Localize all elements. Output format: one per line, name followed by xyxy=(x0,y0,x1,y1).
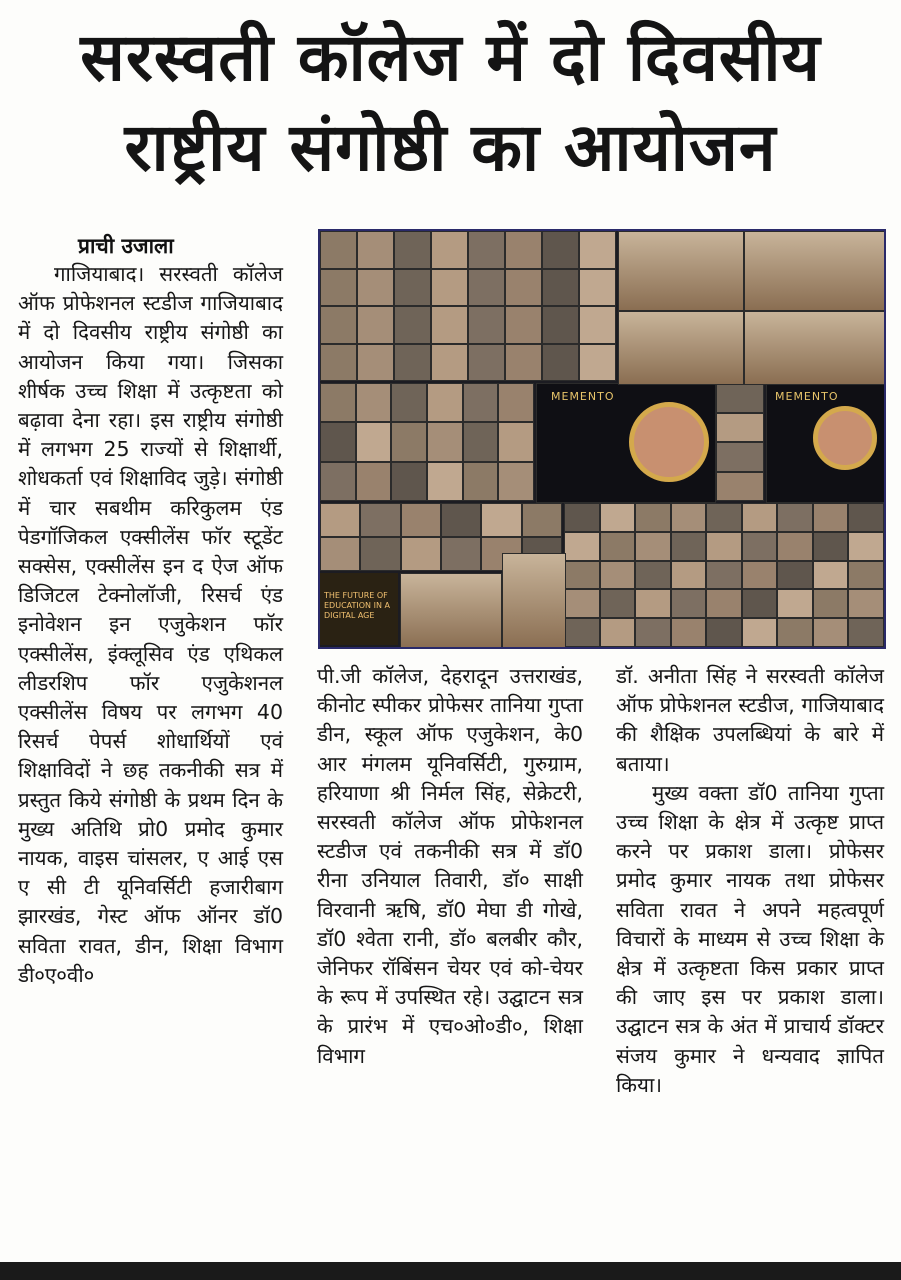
participant-video-tile xyxy=(505,344,542,382)
participant-video-tile xyxy=(564,589,600,618)
memento-label-2: MEMENTO xyxy=(775,390,839,403)
column-3-para-1: डॉ. अनीता सिंह ने सरस्वती कॉलेज ऑफ प्रोफेशनल स्टडीज, गाजियाबाद की शैक्षिक उपलब्धियां के बारे में बताया। xyxy=(616,664,884,776)
participant-video-tile xyxy=(431,306,468,344)
participant-video-tile xyxy=(468,231,505,269)
participant-video-tile xyxy=(401,503,441,537)
participant-video-tile xyxy=(356,462,392,501)
headline-line-2: राष्ट्रीय संगोष्ठी का आयोजन xyxy=(124,109,777,186)
participant-video-tile xyxy=(468,269,505,307)
participant-video-tile xyxy=(635,532,671,561)
participant-video-tile xyxy=(579,306,616,344)
participant-video-tile xyxy=(463,422,499,461)
participant-video-tile xyxy=(542,269,579,307)
participant-video-tile xyxy=(600,589,636,618)
participant-video-tile xyxy=(427,422,463,461)
participant-video-tile xyxy=(441,503,481,537)
participant-video-tile xyxy=(522,503,562,537)
column-3-para-2: मुख्य वक्ता डॉ0 तानिया गुप्ता उच्च शिक्षा के क्षेत्र में उत्कृष्ट प्राप्त करने पर प्रकाश डाला। प्रोफेसर प्रमोद कुमार नायक तथा प्रोफेसर सविता रावत ने अपने महत्वपूर्ण विचारों के माध्यम से उच्च शिक्षा के क्षेत्र में उत्कृष्टता किस प्रकार प्राप्त की जाए इस पर प्रकाश डाला। उद्घाटन सत्र के अंत में प्राचार्य डॉक्टर संजय कुमार ने धन्यवाद ज्ञापित किया। xyxy=(616,780,884,1097)
participant-video-tile xyxy=(394,344,431,382)
participant-video-tile xyxy=(320,537,360,571)
participant-video-tile xyxy=(320,344,357,382)
participant-video-tile xyxy=(564,532,600,561)
participant-video-tile xyxy=(635,561,671,590)
participant-video-tile xyxy=(481,503,521,537)
participant-video-tile xyxy=(360,503,400,537)
participant-video-tile xyxy=(635,503,671,532)
article-column-1 xyxy=(18,260,283,990)
participant-video-tile xyxy=(716,383,764,413)
participant-video-tile xyxy=(742,589,778,618)
participant-video-tile xyxy=(498,462,534,501)
participant-video-tile xyxy=(542,306,579,344)
participant-video-tile xyxy=(777,618,813,647)
participant-video-tile xyxy=(671,561,707,590)
participant-video-tile xyxy=(742,618,778,647)
participant-video-tile xyxy=(427,462,463,501)
participant-video-tile xyxy=(394,269,431,307)
participant-video-tile xyxy=(848,618,884,647)
participant-video-tile xyxy=(777,532,813,561)
participant-video-tile xyxy=(505,231,542,269)
participant-video-tile xyxy=(635,589,671,618)
participant-video-large xyxy=(744,311,886,385)
participant-video-tile xyxy=(391,422,427,461)
memento-label: MEMENTO xyxy=(551,390,615,403)
participant-video-tile xyxy=(671,589,707,618)
participant-video-tile xyxy=(671,503,707,532)
participant-video-tile xyxy=(498,422,534,461)
banner-text: THE FUTURE OF EDUCATION IN A DIGITAL AGE xyxy=(324,591,390,620)
participant-video-tile xyxy=(579,231,616,269)
participant-video-tile xyxy=(600,503,636,532)
participant-video-tile xyxy=(357,269,394,307)
participant-video-tile xyxy=(848,561,884,590)
participant-video-tile xyxy=(320,231,357,269)
participant-video-tile xyxy=(600,532,636,561)
participant-video-large xyxy=(618,311,744,385)
participant-video-tile xyxy=(505,269,542,307)
participant-video-tile xyxy=(777,503,813,532)
participant-video-tile xyxy=(401,537,441,571)
participant-video-tile xyxy=(706,589,742,618)
participant-video-tile xyxy=(427,383,463,422)
participant-video-tile xyxy=(716,472,764,502)
participant-video-tile xyxy=(542,344,579,382)
participant-video-tile xyxy=(564,561,600,590)
participant-video-tile xyxy=(848,532,884,561)
participant-video-tile xyxy=(320,269,357,307)
participant-video-tile xyxy=(813,503,849,532)
participant-video-tile xyxy=(542,231,579,269)
speaker-portrait-2 xyxy=(813,406,877,470)
article-column-3 xyxy=(616,662,884,1100)
headline-line-1: सरस्वती कॉलेज में दो दिवसीय xyxy=(80,19,821,96)
participant-video-tile xyxy=(320,503,360,537)
participant-video-tile xyxy=(600,618,636,647)
speaker-portrait xyxy=(629,402,709,482)
page-bottom-border xyxy=(0,1262,901,1280)
video-conference-photo xyxy=(318,229,886,649)
participant-video-tile xyxy=(320,306,357,344)
participant-video-tile xyxy=(579,269,616,307)
participant-video-tile xyxy=(579,344,616,382)
participant-video-tile xyxy=(357,231,394,269)
participant-video-tile xyxy=(357,344,394,382)
participant-video-tile xyxy=(564,503,600,532)
participant-video-tile xyxy=(463,383,499,422)
column-2-text: पी.जी कॉलेज, देहरादून उत्तराखंड, कीनोट स्पीकर प्रोफेसर तानिया गुप्ता डीन, स्कूल ऑफ एजुकेशन, के0 आर मंगलम यूनिवर्सिटी, गुरुग्राम, हरियाणा श्री निर्मल सिंह, सेक्रेटरी, सरस्वती कॉलेज ऑफ प्रोफेशनल स्टडीज एवं तकनीकी सत्र में डॉ0 रीना उनियाल तिवारी, डॉ० साक्षी विरवानी ऋषि, डॉ0 मेघा डी गोखे, डॉ0 श्वेता रानी, डॉ० बलबीर कौर, जेनिफर रॉबिंसन चेयर एवं को-चेयर के रूप में उपस्थित रहे। उद्घाटन सत्र के प्रारंभ में एच०ओ०डी०, शिक्षा विभाग xyxy=(317,664,583,1068)
participant-video-tile xyxy=(431,231,468,269)
participant-video-tile xyxy=(431,344,468,382)
participant-video-tile xyxy=(777,589,813,618)
participant-video-tile xyxy=(394,306,431,344)
memento-certificate-left xyxy=(536,383,716,503)
participant-video-large xyxy=(400,573,502,649)
participant-video-tile xyxy=(394,231,431,269)
participant-video-large xyxy=(502,553,566,649)
participant-video-tile xyxy=(742,503,778,532)
participant-video-tile xyxy=(391,383,427,422)
article-column-2 xyxy=(317,662,583,1071)
participant-video-tile xyxy=(463,462,499,501)
participant-video-tile xyxy=(777,561,813,590)
participant-video-tile xyxy=(813,561,849,590)
participant-video-tile xyxy=(742,532,778,561)
participant-video-tile xyxy=(356,383,392,422)
participant-video-tile xyxy=(706,618,742,647)
seminar-banner xyxy=(320,573,398,645)
participant-video-tile xyxy=(468,306,505,344)
participant-video-tile xyxy=(431,269,468,307)
participant-video-tile xyxy=(320,383,356,422)
participant-video-tile xyxy=(564,618,600,647)
participant-video-tile xyxy=(635,618,671,647)
participant-video-tile xyxy=(813,618,849,647)
participant-video-tile xyxy=(671,532,707,561)
participant-video-tile xyxy=(320,422,356,461)
participant-video-tile xyxy=(600,561,636,590)
participant-video-tile xyxy=(813,532,849,561)
participant-video-tile xyxy=(468,344,505,382)
participant-video-tile xyxy=(706,532,742,561)
participant-video-tile xyxy=(716,442,764,472)
memento-certificate-right xyxy=(766,383,886,503)
participant-video-tile xyxy=(505,306,542,344)
participant-video-tile xyxy=(716,413,764,443)
participant-video-tile xyxy=(441,537,481,571)
participant-video-tile xyxy=(706,503,742,532)
participant-video-tile xyxy=(671,618,707,647)
participant-video-tile xyxy=(320,462,356,501)
participant-video-tile xyxy=(706,561,742,590)
participant-video-tile xyxy=(848,503,884,532)
byline: प्राची उजाला xyxy=(78,234,174,258)
participant-video-tile xyxy=(357,306,394,344)
participant-video-tile xyxy=(742,561,778,590)
participant-video-tile xyxy=(848,589,884,618)
participant-video-tile xyxy=(356,422,392,461)
column-1-text: गाजियाबाद। सरस्वती कॉलेज ऑफ प्रोफेशनल स्टडीज गाजियाबाद में दो दिवसीय राष्ट्रीय संगोष्ठी का आयोजन किया गया। जिसका शीर्षक उच्च शिक्षा में उत्कृष्टता को बढ़ावा देना रहा। इस राष्ट्रीय संगोष्ठी में लगभग 25 राज्यों से शिक्षार्थी, शोधकर्ता एवं शिक्षाविद जुड़े। संगोष्ठी में चार सबथीम करिकुलम एंड पेडगॉजिकल एक्सीलेंस फॉर स्टूडेंट सक्सेस, एक्सीलेंस इन द ऐज ऑफ डिजिटल टेक्नोलॉजी, रिसर्च एंड इनोवेशन इन एजुकेशन फॉर एक्सीलेंस, इंक्लूसिव एंड एथिकल लीडरशिप फॉर एजुकेशनल एक्सीलेंस विषय पर लगभग 40 रिसर्च पेपर्स शोधार्थियों एवं शिक्षाविदों ने छह तकनीकी सत्र में प्रस्तुत किये संगोष्ठी के प्रथम दिन के मुख्य अतिथि प्रो0 प्रमोद कुमार नायक, वाइस चांसलर, ए आई एस ए सी टी यूनिवर्सिटी हजारीबाग झारखंड, गेस्ट ऑफ ऑनर डॉ0 सविता रावत, डीन, शिक्षा विभाग डी०ए०वी० xyxy=(18,262,283,987)
participant-video-tile xyxy=(360,537,400,571)
participant-video-large xyxy=(618,231,744,311)
participant-video-tile xyxy=(498,383,534,422)
participant-video-tile xyxy=(813,589,849,618)
participant-video-large xyxy=(744,231,886,311)
participant-video-tile xyxy=(391,462,427,501)
